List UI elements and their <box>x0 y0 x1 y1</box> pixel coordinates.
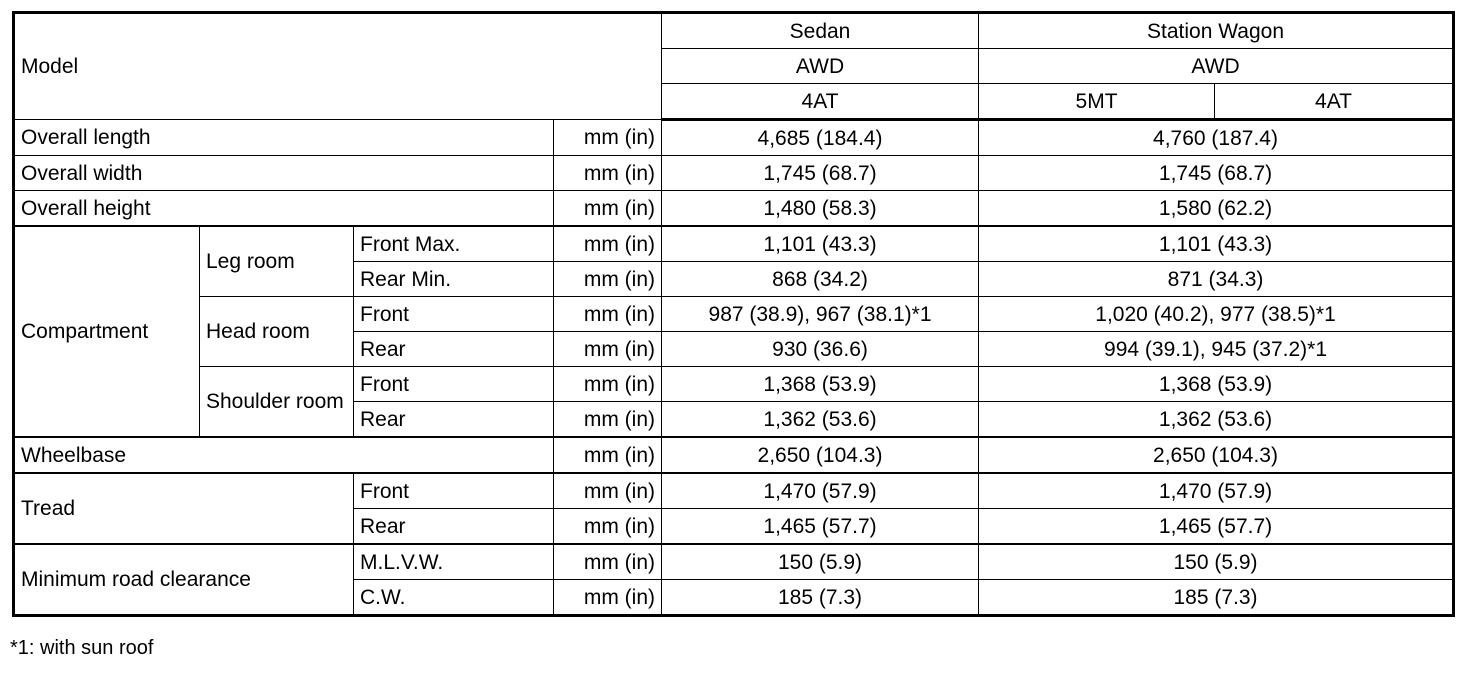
sedan-value: 1,368 (53.9) <box>662 367 979 402</box>
wagon-value: 185 (7.3) <box>979 580 1454 616</box>
footnote: *1: with sun roof <box>10 637 154 659</box>
row-label: Overall length <box>14 120 554 156</box>
sedan-value: 1,480 (58.3) <box>662 191 979 227</box>
sedan-value: 987 (38.9), 967 (38.1)*1 <box>662 297 979 332</box>
unit-label: mm (in) <box>554 367 662 402</box>
row-label: Rear <box>354 509 554 545</box>
wagon-value: 2,650 (104.3) <box>979 437 1454 473</box>
table-row <box>14 226 1454 262</box>
table-row <box>14 437 1454 473</box>
sedan-value: 1,745 (68.7) <box>662 156 979 191</box>
wagon-value: 1,745 (68.7) <box>979 156 1454 191</box>
table-row <box>14 297 1454 332</box>
row-label: Front <box>354 367 554 402</box>
row-label: Rear <box>354 332 554 367</box>
table-row <box>14 191 1454 227</box>
wagon-value: 1,020 (40.2), 977 (38.5)*1 <box>979 297 1454 332</box>
row-label: Wheelbase <box>14 437 554 473</box>
wagon-trans-header-1: 5MT <box>979 84 1215 120</box>
unit-label: mm (in) <box>554 509 662 545</box>
sedan-value: 1,470 (57.9) <box>662 473 979 509</box>
wagon-value: 994 (39.1), 945 (37.2)*1 <box>979 332 1454 367</box>
wagon-value: 1,465 (57.7) <box>979 509 1454 545</box>
row-label: Overall height <box>14 191 554 227</box>
table-row <box>14 156 1454 191</box>
unit-label: mm (in) <box>554 332 662 367</box>
sub-label-leg-room: Leg room <box>200 226 354 297</box>
unit-label: mm (in) <box>554 226 662 262</box>
sedan-value: 1,362 (53.6) <box>662 402 979 438</box>
sedan-value: 868 (34.2) <box>662 262 979 297</box>
unit-label: mm (in) <box>554 437 662 473</box>
group-label-compartment: Compartment <box>14 226 200 437</box>
header-row-model <box>14 13 1454 49</box>
unit-label: mm (in) <box>554 262 662 297</box>
wagon-value: 1,362 (53.6) <box>979 402 1454 438</box>
dimensions-table <box>12 11 1455 617</box>
sedan-value: 150 (5.9) <box>662 544 979 580</box>
wagon-value: 4,760 (187.4) <box>979 120 1454 156</box>
wagon-value: 1,101 (43.3) <box>979 226 1454 262</box>
unit-label: mm (in) <box>554 402 662 438</box>
table-row <box>14 473 1454 509</box>
sedan-value: 1,101 (43.3) <box>662 226 979 262</box>
model-header-cell: Model <box>14 13 662 120</box>
group-label-min-road-clearance: Minimum road clearance <box>14 544 354 616</box>
unit-label: mm (in) <box>554 191 662 227</box>
row-label: Front <box>354 473 554 509</box>
unit-label: mm (in) <box>554 580 662 616</box>
row-label: M.L.V.W. <box>354 544 554 580</box>
wagon-value: 150 (5.9) <box>979 544 1454 580</box>
sedan-value: 185 (7.3) <box>662 580 979 616</box>
wagon-value: 871 (34.3) <box>979 262 1454 297</box>
table-row <box>14 544 1454 580</box>
wagon-header: Station Wagon <box>979 13 1454 49</box>
sedan-value: 4,685 (184.4) <box>662 120 979 156</box>
row-label: Rear <box>354 402 554 438</box>
row-label: Front Max. <box>354 226 554 262</box>
wagon-value: 1,580 (62.2) <box>979 191 1454 227</box>
sedan-value: 2,650 (104.3) <box>662 437 979 473</box>
wagon-trans-header-2: 4AT <box>1215 84 1454 120</box>
sedan-value: 930 (36.6) <box>662 332 979 367</box>
unit-label: mm (in) <box>554 473 662 509</box>
sedan-value: 1,465 (57.7) <box>662 509 979 545</box>
sub-label-head-room: Head room <box>200 297 354 367</box>
row-label: Rear Min. <box>354 262 554 297</box>
wagon-value: 1,368 (53.9) <box>979 367 1454 402</box>
table-row <box>14 367 1454 402</box>
unit-label: mm (in) <box>554 544 662 580</box>
wagon-drive-header: AWD <box>979 49 1454 84</box>
unit-label: mm (in) <box>554 156 662 191</box>
sub-label-shoulder-room: Shoulder room <box>200 367 354 438</box>
unit-label: mm (in) <box>554 120 662 156</box>
row-label: C.W. <box>354 580 554 616</box>
table-row <box>14 120 1454 156</box>
row-label: Front <box>354 297 554 332</box>
sedan-header: Sedan <box>662 13 979 49</box>
row-label: Overall width <box>14 156 554 191</box>
wagon-value: 1,470 (57.9) <box>979 473 1454 509</box>
unit-label: mm (in) <box>554 297 662 332</box>
group-label-tread: Tread <box>14 473 354 544</box>
sedan-trans-header: 4AT <box>662 84 979 120</box>
sedan-drive-header: AWD <box>662 49 979 84</box>
